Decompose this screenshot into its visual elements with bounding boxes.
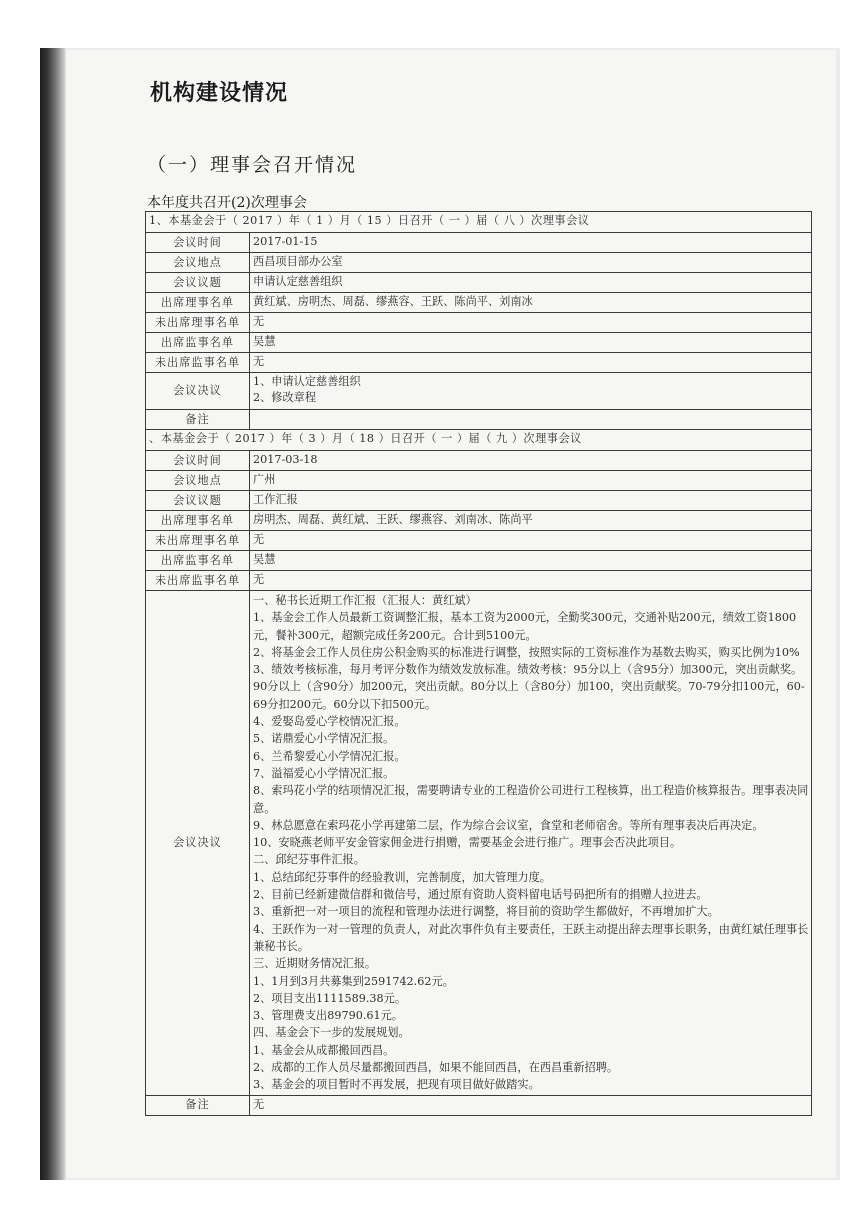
field-value: 工作汇报 [250,491,812,511]
field-label: 未出席理事名单 [146,313,250,333]
table-row [146,531,812,551]
resolution-item: 6、兰希黎爱心小学情况汇报。 [253,749,406,763]
resolution-item: 4、爱娶岛爱心学校情况汇报。 [253,715,406,729]
table-row [146,1095,812,1115]
field-value: 吴慧 [250,551,812,571]
meeting-1-header-row [146,212,812,233]
table-row [146,373,812,410]
table-row [146,313,812,333]
meeting-header: 、本基金会于（ 2017 ）年（ 3 ）月（ 18 ）日召开（ 一 ）届（ 九 ）次理事会议 [146,430,812,451]
section-title: 机构建设情况 [150,81,289,106]
field-value: 无 [250,353,812,373]
resolution-item: 10、安晓燕老师平安金管家佣金进行捐赠，需要基金会进行推广。理事会否决此项目。 [253,836,682,850]
field-label: 会议议题 [146,273,250,293]
field-label: 备注 [146,1095,250,1115]
field-value [250,410,812,430]
field-label: 出席监事名单 [146,551,250,571]
field-label: 未出席理事名单 [146,531,250,551]
field-label: 会议时间 [146,451,250,471]
table-row [146,471,812,491]
resolution-item: 9、林总愿意在索玛花小学再建第二层，作为综合会议室，食堂和老师宿舍。等所有理事表决后再决定。 [253,818,764,832]
table-row [146,511,812,531]
resolution-cell [250,591,812,1096]
resolution-item: 2、修改章程 [253,391,317,404]
resolution-item: 7、溢福爱心小学情况汇报。 [253,766,395,780]
field-value: 无 [250,531,812,551]
table-row [146,551,812,571]
subsection-title: （一）理事会召开情况 [147,154,358,176]
table-row [146,571,812,591]
field-value: 无 [250,313,812,333]
table-row [146,293,812,313]
field-value: 2017-01-15 [250,233,812,253]
resolution-item: 一、秘书长近期工作汇报（汇报人：黄红斌） [253,594,477,607]
resolution-cell [250,373,812,410]
field-label: 会议议题 [146,491,250,511]
field-label: 未出席监事名单 [146,353,250,373]
resolution-item: 2、成都的工作人员尽量都搬回西昌，如果不能回西昌，在西昌重新招聘。 [253,1061,619,1075]
resolution-item: 1、基金会从成都搬回西昌。 [253,1043,395,1057]
meeting-header: 1、本基金会于（ 2017 ）年（ 1 ）月（ 15 ）日召开（ 一 ）届（ 八 ）次理事会议 [146,212,812,233]
resolution-item: 2、项目支出1111589.38元。 [253,991,407,1005]
field-label: 会议决议 [146,373,250,410]
table-row [146,273,812,293]
field-label: 备注 [146,410,250,430]
board-meeting-table [145,211,812,1116]
field-label: 会议决议 [146,591,250,1096]
field-value: 无 [250,1095,812,1115]
field-label: 会议时间 [146,233,250,253]
resolution-item: 4、王跃作为一对一管理的负责人，对此次事件负有主要责任，王跃主动提出辞去理事长职务，由黄红斌任理事长兼秘书长。 [253,922,809,953]
binding-spine [40,48,66,1180]
resolution-item: 3、绩效考核标准，每月考评分数作为绩效发放标准。绩效考核：95分以上（含95分）加300元，突出贡献奖。90分以上（含90分）加200元，突出贡献。80分以上（含80分）加100，突出贡献奖。70-79分扣100元，60-69分扣200元。60分以下扣500元。 [253,663,805,711]
field-value: 吴慧 [250,333,812,353]
field-value: 无 [250,571,812,591]
field-value: 房明杰、周磊、黄红斌、王跃、缪燕容、刘南冰、陈尚平 [250,511,812,531]
resolution-item: 四、基金会下一步的发展规划。 [253,1026,410,1040]
field-label: 出席理事名单 [146,511,250,531]
field-value: 西昌项目部办公室 [250,253,812,273]
field-value: 申请认定慈善组织 [250,273,812,293]
resolution-item: 1、总结邱纪芬事件的经验教训，完善制度，加大管理力度。 [253,870,551,884]
resolution-item: 8、索玛花小学的结项情况汇报，需要聘请专业的工程造价公司进行工程核算，出工程造价核算报告。理事表决同意。 [253,784,809,815]
field-label: 出席理事名单 [146,293,250,313]
field-label: 会议地点 [146,253,250,273]
meeting-2-header-row [146,430,812,451]
resolution-item: 3、基金会的项目暂时不再发展，把现有项目做好做踏实。 [253,1078,540,1092]
resolution-item: 3、管理费支出89790.61元。 [253,1009,403,1023]
resolution-item: 1、基金会工作人员最新工资调整汇报，基本工资为2000元，全勤奖300元，交通补贴200元，绩效工资1800元，餐补300元，超额完成任务200元。合计到5100元。 [253,611,797,642]
table-row [146,451,812,471]
table-row [146,333,812,353]
resolution-item: 2、目前已经新建微信群和微信号，通过原有资助人资料留电话号码把所有的捐赠人拉进去。 [253,888,708,902]
resolution-item: 1、申请认定慈善组织 [253,375,361,388]
resolution-item: 5、诺鼎爱心小学情况汇报。 [253,732,395,746]
field-value: 2017-03-18 [250,451,812,471]
resolution-item: 三、近期财务情况汇报。 [253,957,377,971]
meeting-count-line: 本年度共召开(2)次理事会 [147,195,307,211]
resolution-item: 1、1月到3月共募集到2591742.62元。 [253,974,454,988]
resolution-item: 2、将基金会工作人员住房公积金购买的标准进行调整，按照实际的工资标准作为基数去购买，购买比例为10% [253,645,800,659]
table-row [146,253,812,273]
table-row [146,591,812,1096]
field-value: 黄红斌、房明杰、周磊、缪燕容、王跃、陈尚平、刘南冰 [250,293,812,313]
resolution-item: 二、邱纪芬事件汇报。 [253,853,365,867]
table-row [146,410,812,430]
table-row [146,353,812,373]
table-row [146,491,812,511]
resolution-item: 3、重新把一对一项目的流程和管理办法进行调整，将目前的资助学生都做好，不再增加扩大。 [253,905,719,919]
field-label: 未出席监事名单 [146,571,250,591]
field-label: 会议地点 [146,471,250,491]
field-value: 广州 [250,471,812,491]
field-label: 出席监事名单 [146,333,250,353]
table-row [146,233,812,253]
